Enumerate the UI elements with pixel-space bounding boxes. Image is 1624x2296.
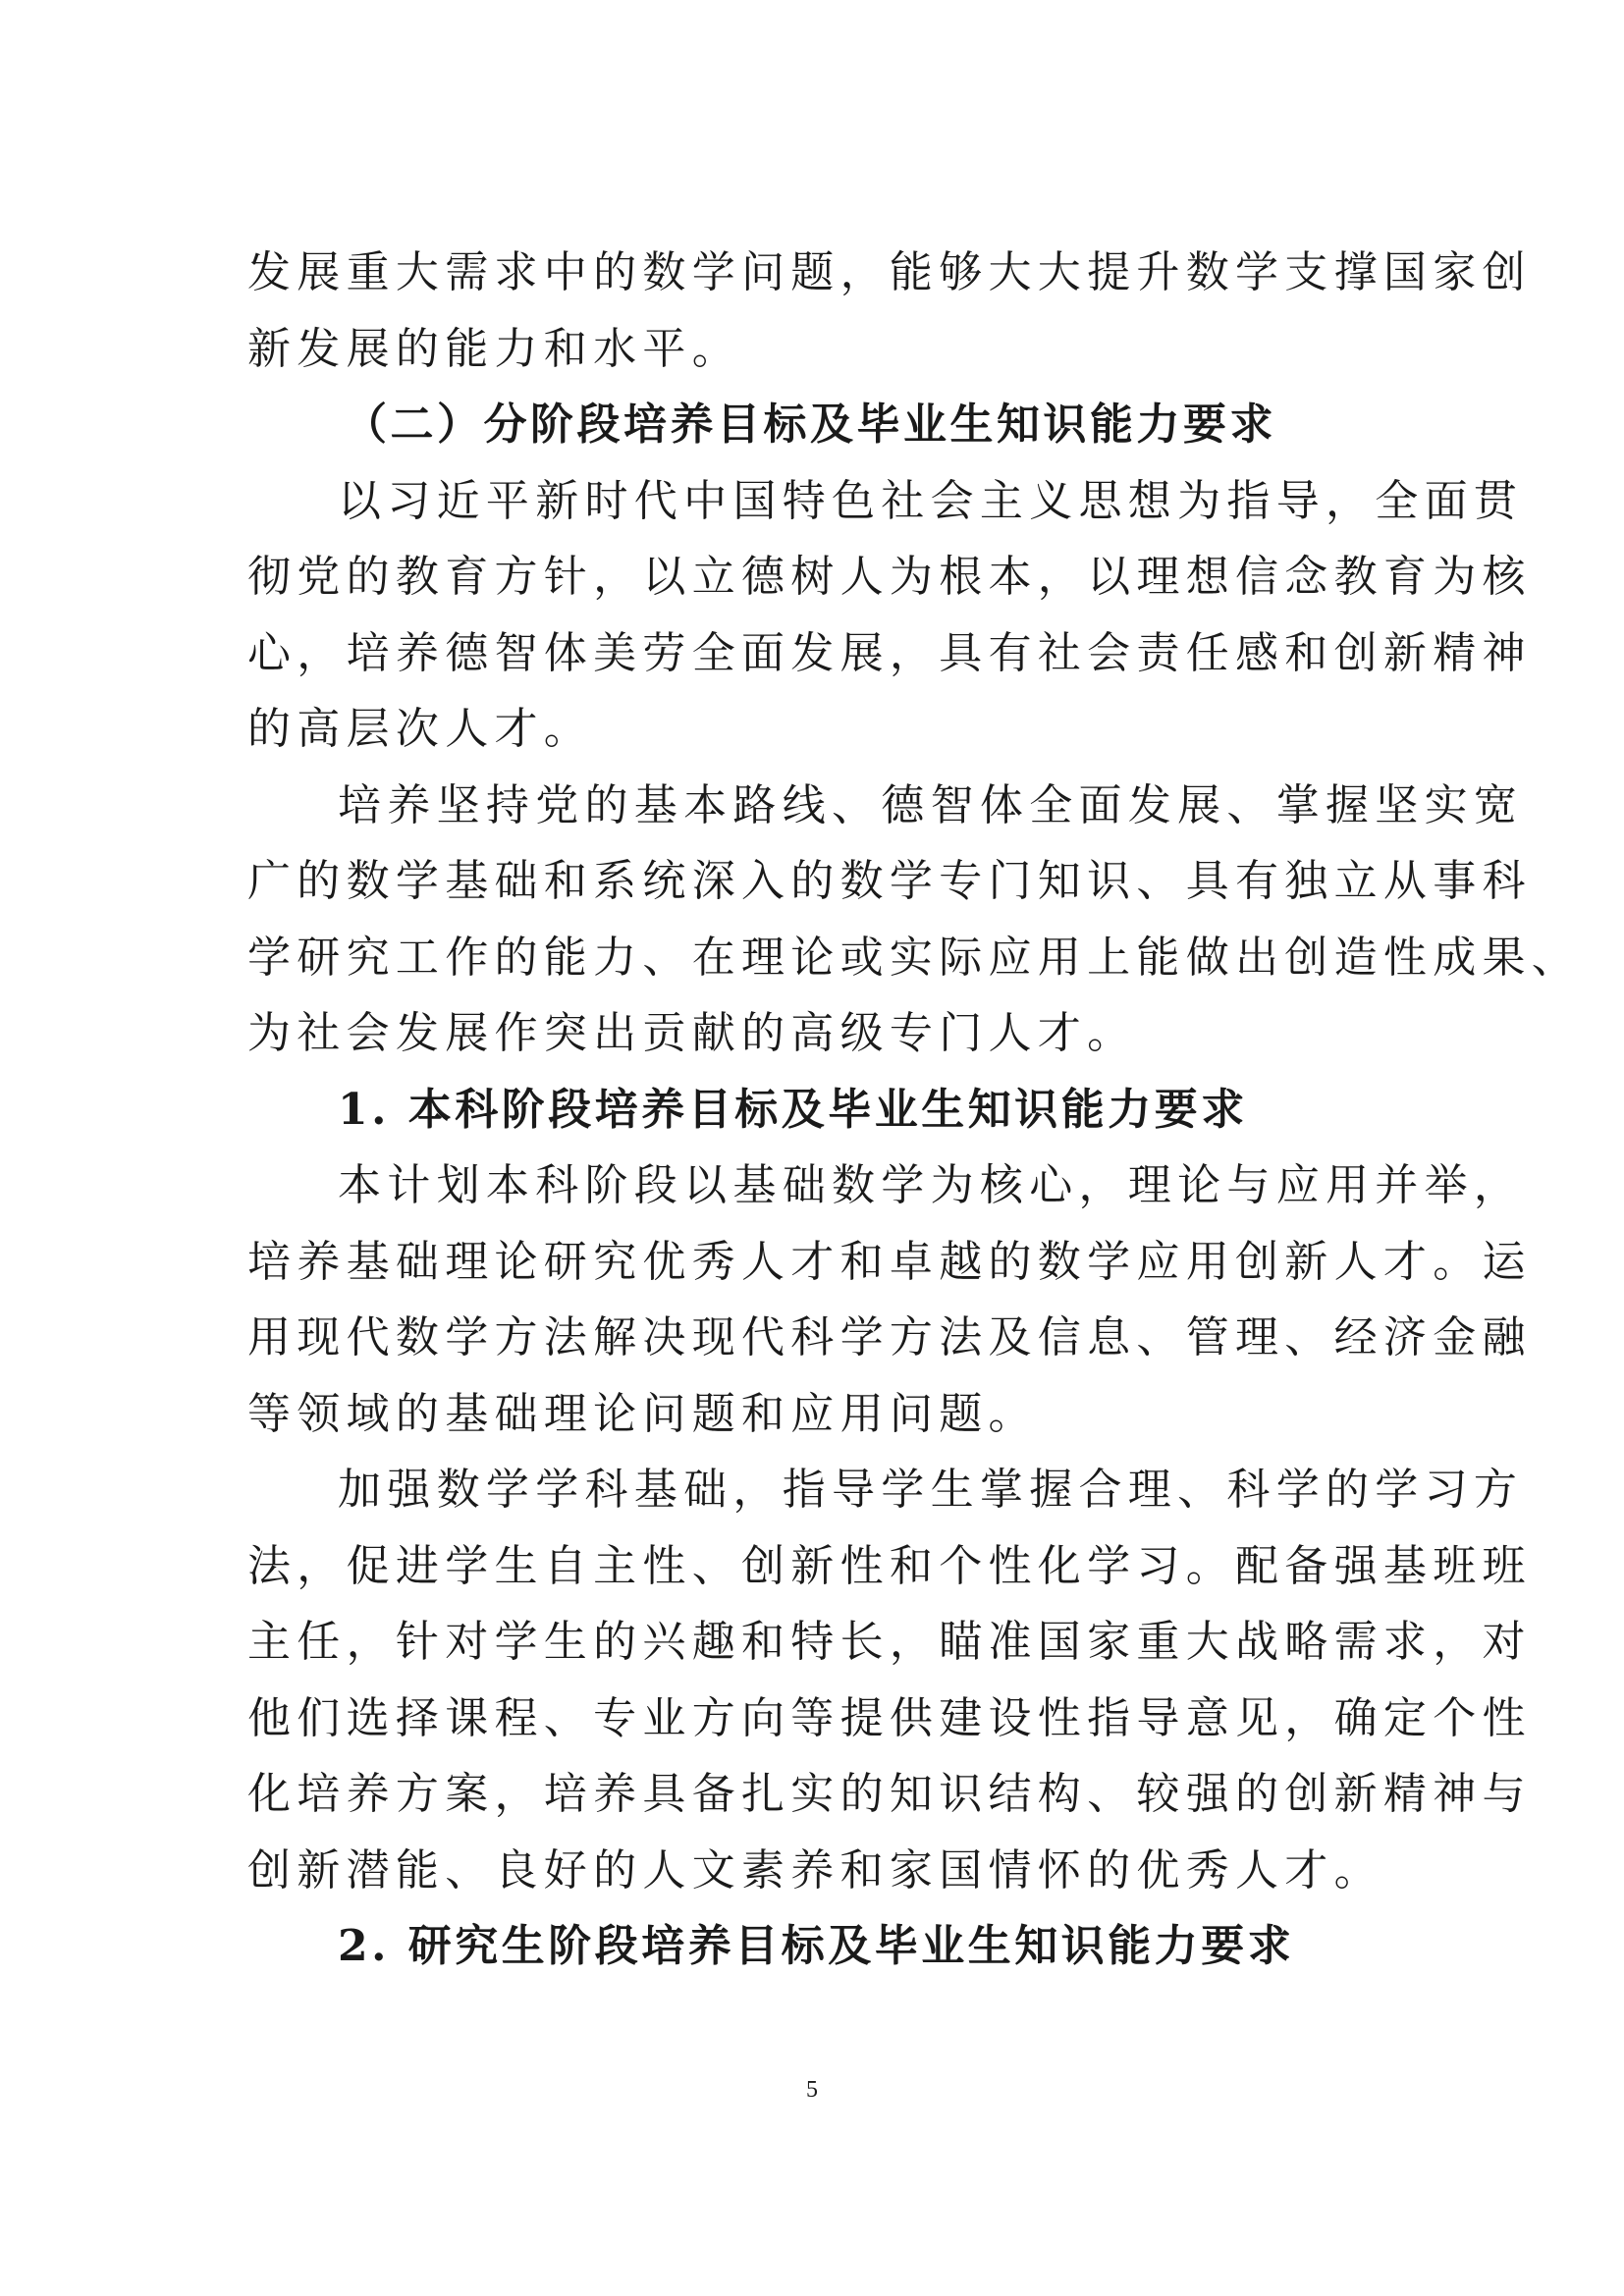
page-body [247,235,1582,1985]
paragraph-line: 新发展的能力和水平。 [247,323,741,374]
paragraph-line: 化培养方案，培养具备扎实的知识结构、较强的创新精神与 [247,1769,1532,1819]
paragraph-line: 用现代数学方法解决现代科学方法及信息、管理、经济金融 [247,1312,1532,1362]
paragraph-line: 彻党的教育方针，以立德树人为根本，以理想信念教育为核 [247,552,1532,602]
paragraph-line: 创新潜能、良好的人文素养和家国情怀的优秀人才。 [247,1844,1383,1896]
paragraph-line: 培养坚持党的基本路线、德智体全面发展、掌握坚实宽 [338,779,1524,830]
paragraph-line: 的高层次人才。 [247,704,594,754]
paragraph-line: 以习近平新时代中国特色社会主义思想为指导，全面贯 [338,475,1524,526]
paragraph-line: 广的数学基础和系统深入的数学专门知识、具有独立从事科 [247,856,1532,906]
paragraph-line: 心，培养德智体美劳全面发展，具有社会责任感和创新精神 [247,627,1532,678]
section-paragraph-1 [247,463,1532,768]
paragraph-line: 加强数学学科基础，指导学生掌握合理、科学的学习方 [338,1465,1524,1515]
undergrad-paragraph-2 [247,1452,1532,1908]
subheading-graduate: 2. 研究生阶段培养目标及毕业生知识能力要求 [338,1921,1295,1971]
paragraph-line: 等领域的基础理论问题和应用问题。 [247,1388,1038,1439]
paragraph-line: 学研究工作的能力、在理论或实际应用上能做出创造性成果、 [247,932,1582,983]
continuation-paragraph [247,235,1532,387]
paragraph-line: 他们选择课程、专业方向等提供建设性指导意见，确定个性 [247,1692,1532,1743]
page-number: 5 [806,2077,818,2103]
paragraph-line: 本计划本科阶段以基础数学为核心，理论与应用并举， [338,1160,1524,1210]
undergrad-paragraph-1 [247,1148,1532,1452]
paragraph-line: 法，促进学生自主性、创新性和个性化学习。配备强基班班 [247,1540,1532,1591]
paragraph-line: 主任，针对学生的兴趣和特长，瞄准国家重大战略需求，对 [247,1617,1532,1667]
subheading-undergraduate: 1. 本科阶段培养目标及毕业生知识能力要求 [338,1084,1248,1135]
section-paragraph-2 [247,768,1582,1072]
paragraph-line: 为社会发展作突出贡献的高级专门人才。 [247,1008,1137,1058]
paragraph-line: 发展重大需求中的数学问题，能够大大提升数学支撑国家创 [247,247,1532,297]
section-heading: （二）分阶段培养目标及毕业生知识能力要求 [344,400,1276,450]
paragraph-line: 培养基础理论研究优秀人才和卓越的数学应用创新人才。运 [247,1236,1532,1287]
